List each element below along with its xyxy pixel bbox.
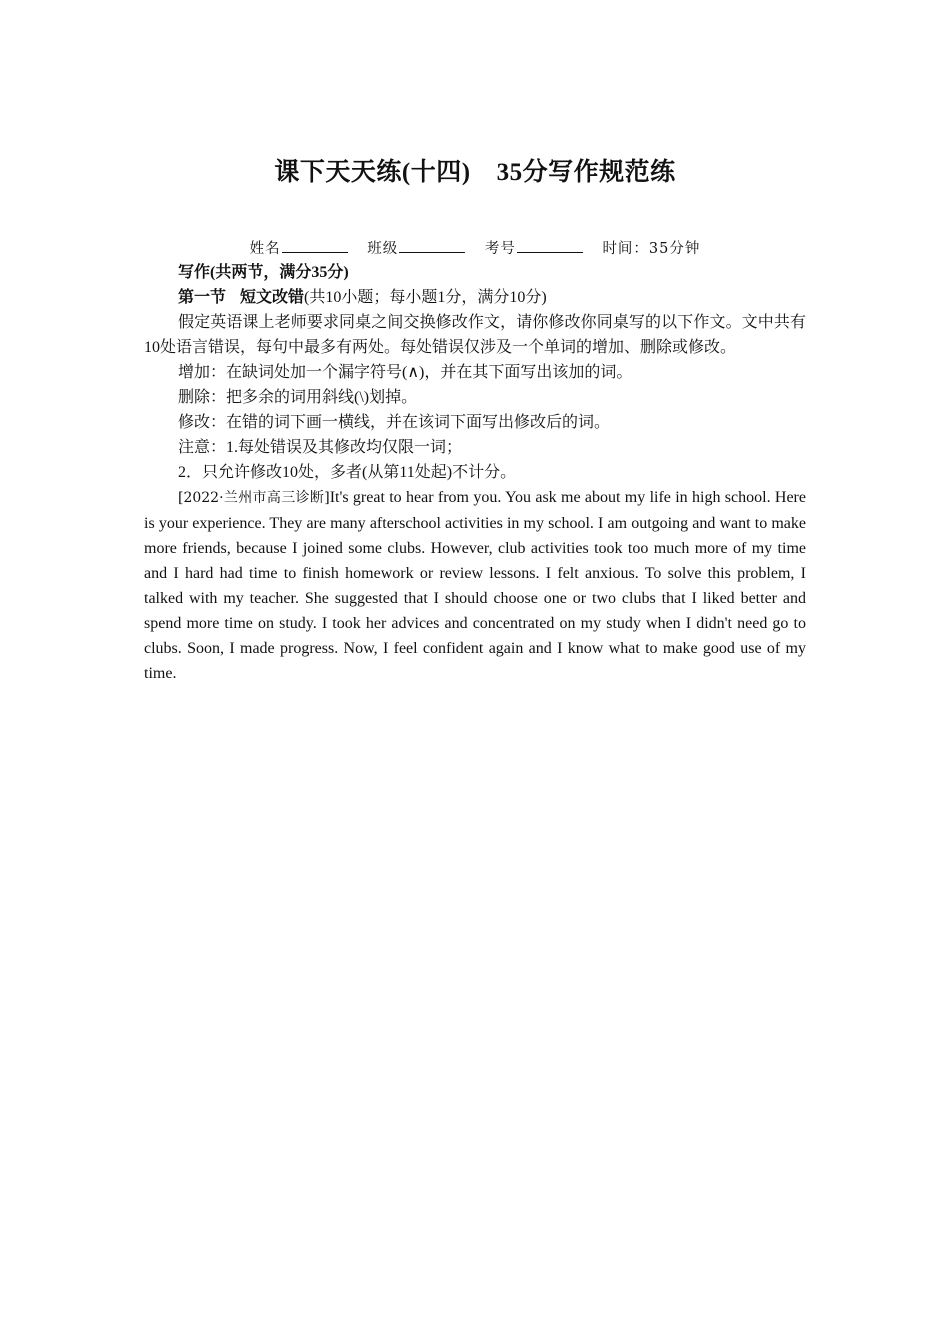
exercise-body xyxy=(144,260,806,686)
instruction-modify: 修改：在错的词下画一横线，并在该词下面写出修改后的词。 xyxy=(178,414,611,431)
time-limit: 时间：35分钟 xyxy=(602,241,701,257)
title-topic: 35分写作规范练 xyxy=(496,159,676,186)
title-lesson: 课下天天练(十四) xyxy=(274,159,471,186)
class-blank[interactable] xyxy=(399,238,465,253)
name-blank[interactable] xyxy=(282,238,348,253)
exam-number-field: 考号 xyxy=(485,237,583,258)
section-heading: 写作(共两节，满分35分) xyxy=(178,264,349,281)
instruction-add: 增加：在缺词处加一个漏字符号(∧)，并在其下面写出该加的词。 xyxy=(178,364,633,381)
instruction-delete: 删除：把多余的词用斜线(\)划掉。 xyxy=(178,389,418,406)
exam-number-blank[interactable] xyxy=(517,238,583,253)
passage-text: It's great to hear from you. You ask me about my life in high school. Here is your experience. They are many afterschool activities in my school. I am outgoing and want to make more friends, because I joined some clubs. However, club activities took too much more of my time and I hard had time to finish homework or review lessons. I felt anxious. To solve this problem, I talked with my teacher. She suggested that I should choose one or two clubs that I liked better and spend more time on study. I took her advices and concentrated on my study when I didn't need go to clubs. Soon, I made progress. Now, I feel confident again and I know what to make good use of my time. xyxy=(144,489,806,682)
name-field: 姓名 xyxy=(250,237,348,258)
part-note: (共10小题；每小题1分，满分10分) xyxy=(304,289,547,306)
instruction-note-1: 注意：1.每处错误及其修改均仅限一词； xyxy=(178,439,463,456)
student-info-row xyxy=(144,237,806,258)
instruction-note-2: 2．只允许修改10处，多者(从第11处起)不计分。 xyxy=(178,464,517,481)
page-title xyxy=(144,152,806,188)
instruction-intro: 假定英语课上老师要求同桌之间交换修改作文，请你修改你同桌写的以下作文。文中共有10处语言错误，每句中最多有两处。每处错误仅涉及一个单词的增加、删除或修改。 xyxy=(144,314,806,356)
part-title: 短文改错 xyxy=(240,289,305,306)
class-field: 班级 xyxy=(367,237,465,258)
passage xyxy=(144,485,806,686)
part-heading xyxy=(144,285,806,310)
part-name: 第一节 xyxy=(178,289,227,306)
passage-source: [2022·兰州市高三诊断] xyxy=(178,490,330,506)
